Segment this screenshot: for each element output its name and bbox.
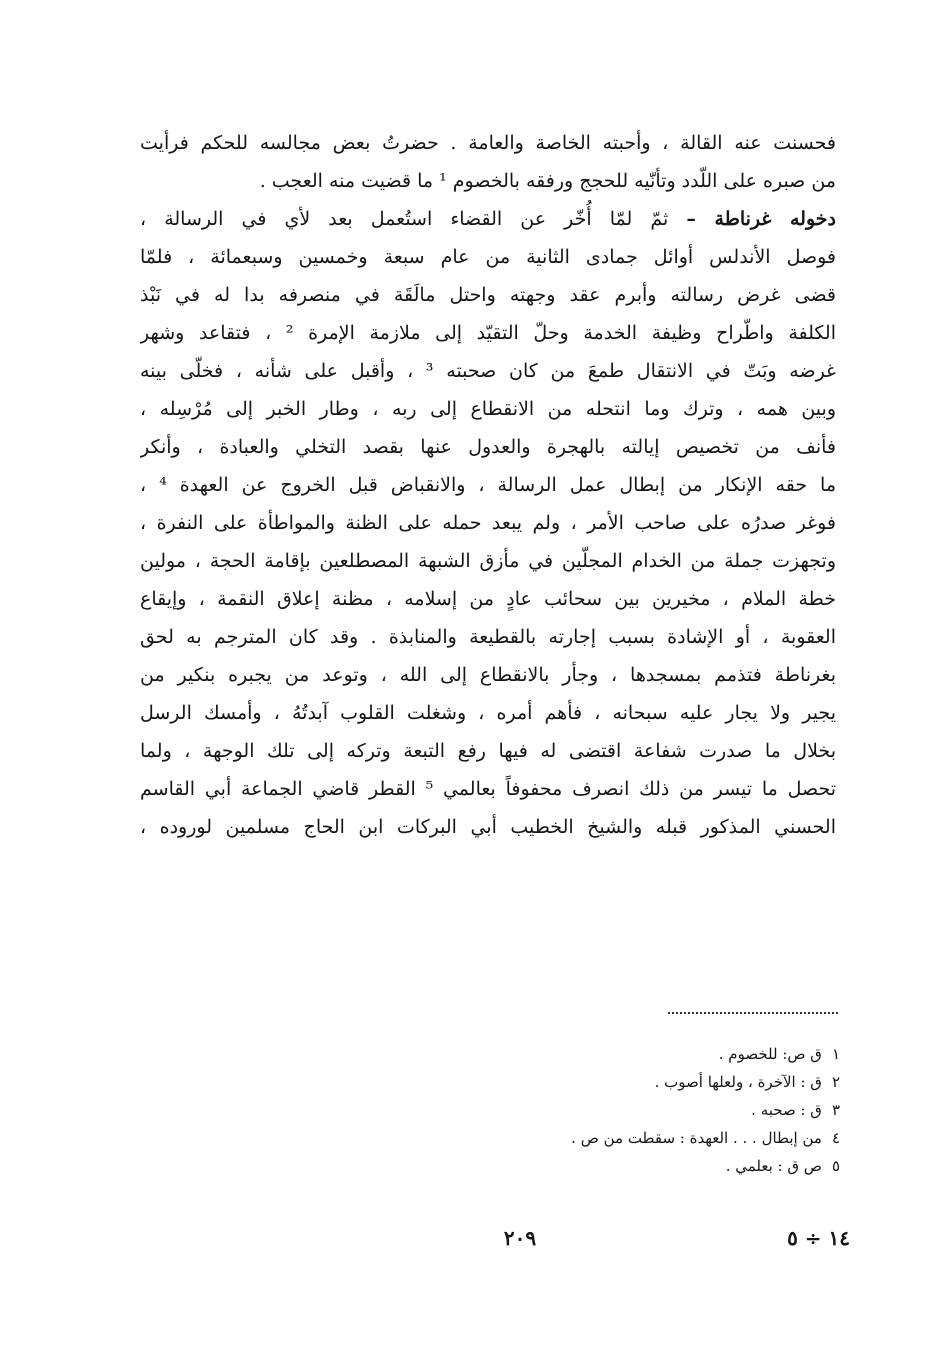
footnote-number: ٢ [831, 1073, 840, 1091]
text-line: وتجهزت جملة من الخدام المجلّين في مأزق الشبهة المصطلعين بإقامة الحجة ، مولين [140, 550, 836, 572]
text-line: ما حقه الإنكار من إبطال عمل الرسالة ، والانقباض قبل الخروج عن العهدة ⁴ ، [140, 474, 836, 496]
text-line: خطة الملام ، مخيرين بين سحائب عادٍ من إسلامه ، مظنة إعلاق النقمة ، وإيقاع [140, 588, 836, 610]
text-line-content: ثمّ لمّا أُخّر عن القضاء استُعمل بعد لأي في الرسالة ، [140, 208, 669, 230]
text-line: فأنف من تخصيص إيالته بالهجرة والعدول عنها بقصد التخلي والعبادة ، وأنكر [140, 436, 836, 458]
text-line: فحسنت عنه القالة ، وأحبته الخاصة والعامة . حضرتُ بعض مجالسه للحكم فرأيت [140, 132, 836, 154]
page-number: ٢٠٩ [503, 1226, 537, 1250]
text-line: قضى غرض رسالته وأبرم عقد وجهته واحتل مالَقَة في منصرفه بدا له في نَبْذ [140, 284, 836, 306]
footnote [470, 1124, 840, 1152]
body-text [140, 124, 836, 846]
footnote [470, 1152, 840, 1180]
text-line: تحصل ما تيسر من ذلك انصرف محفوفاً بعالمي ⁵ القطر قاضي الجماعة أبي القاسم [140, 778, 836, 800]
footnote-text: من إبطال . . . العهدة : سقطت من ص . [571, 1129, 822, 1147]
text-line: الكلفة واطّراح وظيفة الخدمة وحلّ التقيّد إلى ملازمة الإمرة ² ، فتقاعد وشهر [140, 322, 836, 344]
footnote-text: ص ق : بعلمي . [725, 1157, 822, 1175]
text-line-with-heading [140, 200, 836, 238]
footnote-number: ٣ [831, 1101, 840, 1119]
text-line: غرضه وبَتّ في الانتقال طمعَ من كان صحبته ³ ، وأقبل على شأنه ، فخلّى بينه [140, 360, 836, 382]
footnote-number: ٥ [831, 1157, 840, 1175]
footnote-number: ١ [831, 1045, 840, 1063]
text-line: العقوبة ، أو الإشادة بسبب إجارته بالقطيعة والمنابذة . وقد كان المترجم به لحق [140, 626, 836, 648]
signature-mark: ١٤ ÷ ٥ [787, 1226, 850, 1250]
text-line: من صبره على اللّدد وتأنّيه للحجج ورفقه بالخصوم ¹ ما قضيت منه العجب . [259, 170, 836, 192]
footnote [470, 1068, 840, 1096]
text-line: فوصل الأندلس أوائل جمادى الثانية من عام سبعة وخمسين وسبعمائة ، فلمّا [140, 246, 836, 268]
footnote-text: ق : صحبه . [751, 1101, 822, 1119]
text-line: بغرناطة فتذمم بمسجدها ، وجأر بالانقطاع إلى الله ، وتوعد من يجبره بنكير من [140, 664, 836, 686]
footnote [470, 1040, 840, 1068]
text-line: بخلال ما صدرت شفاعة اقتضى له فيها رفع التبعة وتركه إلى تلك الوجهة ، ولما [140, 740, 836, 762]
section-heading: دخوله غرناطة – [686, 208, 836, 230]
footnote-text: ق : الآخرة ، ولعلها أصوب . [654, 1073, 822, 1091]
text-line: وبين همه ، وترك وما انتحله من الانقطاع إلى ربه ، وطار الخبر إلى مُرْسِله ، [140, 398, 836, 420]
footnotes-list [470, 1040, 840, 1180]
text-line: الحسني المذكور قبله والشيخ الخطيب أبي البركات ابن الحاج مسلمين لوروده ، [140, 816, 836, 838]
footnote-text: ق ص: للخصوم . [718, 1045, 822, 1063]
footnote [470, 1096, 840, 1124]
text-line: فوغر صدرُه على صاحب الأمر ، ولم يبعد حمله على الظنة والمواطأة على النفرة ، [140, 512, 836, 534]
text-line: يجير ولا يجار عليه سبحانه ، فأهم أمره ، وشغلت القلوب آبدتُهُ ، وأمسك الرسل [140, 702, 836, 724]
footnote-separator [668, 1012, 838, 1014]
footnote-number: ٤ [831, 1129, 840, 1147]
